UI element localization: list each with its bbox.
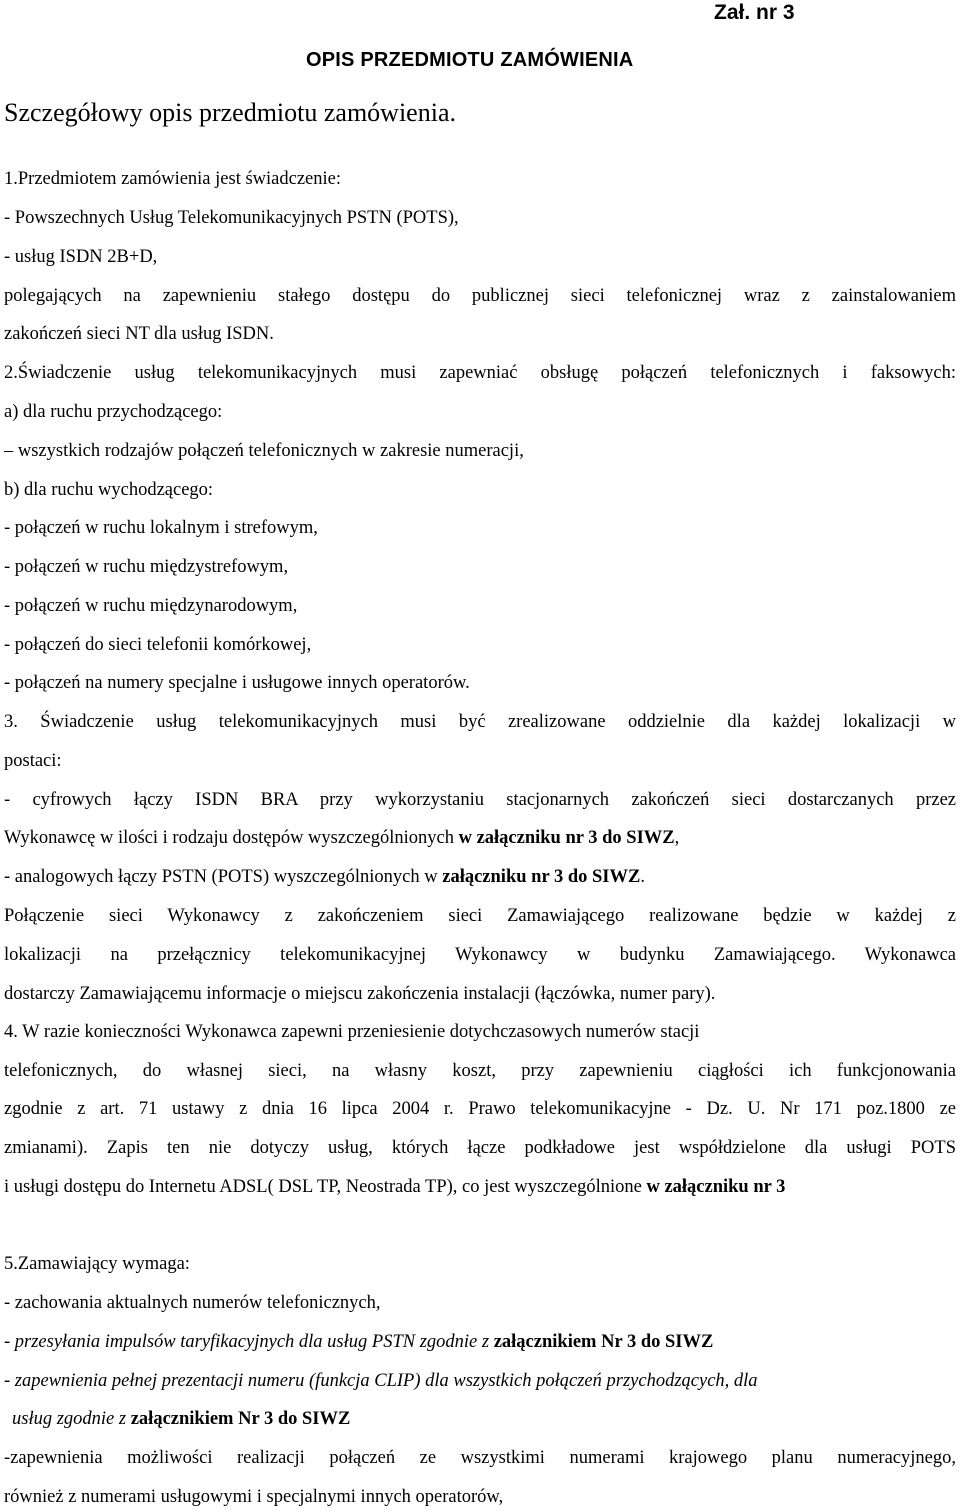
text-run: - analogowych łączy PSTN (POTS) wyszczególnionych w	[4, 867, 443, 887]
attachment-reference: załącznikiem Nr 3 do SIWZ	[130, 1409, 351, 1429]
text-line: Połączenie sieci Wykonawcy z zakończeniem sieci Zamawiającego realizowane będzie w każdej z	[4, 906, 956, 926]
text-line	[12, 1407, 350, 1431]
text-line: b) dla ruchu wychodzącego:	[4, 480, 214, 500]
text-run: ,	[674, 828, 680, 848]
text-line: postaci:	[4, 751, 62, 771]
text-line	[4, 865, 645, 889]
text-run: usług zgodnie z	[12, 1409, 131, 1429]
document-title: OPIS PRZEDMIOTU ZAMÓWIENIA	[306, 49, 634, 71]
text-line: - połączeń do sieci telefonii komórkowej,	[4, 635, 312, 655]
text-line: polegających na zapewnieniu stałego dostępu do publicznej sieci telefonicznej wraz z zainstalowaniem	[4, 286, 956, 306]
text-run: .	[640, 867, 645, 887]
text-line: 4. W razie konieczności Wykonawca zapewni przeniesienie dotychczasowych numerów stacji	[4, 1022, 700, 1042]
text-line	[4, 1175, 785, 1199]
text-line: - połączeń w ruchu międzynarodowym,	[4, 596, 298, 616]
text-line: - zapewnienia pełnej prezentacji numeru (funkcja CLIP) dla wszystkich połączeń przychodzących, dla	[4, 1371, 758, 1391]
text-line: 5.Zamawiający wymaga:	[4, 1254, 190, 1274]
text-line: - zachowania aktualnych numerów telefonicznych,	[4, 1293, 381, 1313]
text-line: - cyfrowych łączy ISDN BRA przy wykorzystaniu stacjonarnych zakończeń sieci dostarczanych przez	[4, 790, 956, 810]
text-line: 3. Świadczenie usług telekomunikacyjnych musi być zrealizowane oddzielnie dla każdej lokalizacji w	[4, 712, 956, 732]
text-line: zakończeń sieci NT dla usług ISDN.	[4, 324, 274, 344]
text-line: 2.Świadczenie usług telekomunikacyjnych musi zapewniać obsługę połączeń telefonicznych i faksowych:	[4, 363, 956, 383]
text-line: telefonicznych, do własnej sieci, na własny koszt, przy zapewnieniu ciągłości ich funkcjonowania	[4, 1061, 956, 1081]
text-line: również z numerami usługowymi i specjalnymi innych operatorów,	[4, 1487, 504, 1507]
text-line: - usług ISDN 2B+D,	[4, 247, 158, 267]
text-line	[4, 1330, 713, 1354]
text-line: - połączeń na numery specjalne i usługowe innych operatorów.	[4, 673, 470, 693]
attachment-reference: załączniku nr 3 do SIWZ	[442, 867, 641, 887]
text-line: - Powszechnych Usług Telekomunikacyjnych PSTN (POTS),	[4, 208, 459, 228]
text-line: 1.Przedmiotem zamówienia jest świadczenie:	[4, 169, 341, 189]
text-line: a) dla ruchu przychodzącego:	[4, 402, 223, 422]
text-line: -zapewnienia możliwości realizacji połączeń ze wszystkimi numerami krajowego planu numeracyjnego,	[4, 1448, 956, 1468]
text-line: zgodnie z art. 71 ustawy z dnia 16 lipca 2004 r. Prawo telekomunikacyjne - Dz. U. Nr 171 poz.1800 ze	[4, 1099, 956, 1119]
text-run: Wykonawcę w ilości i rodzaju dostępów wyszczególnionych	[4, 828, 459, 848]
text-line: - połączeń w ruchu lokalnym i strefowym,	[4, 518, 318, 538]
text-line: dostarczy Zamawiającemu informacje o miejscu zakończenia instalacji (łączówka, numer pary).	[4, 984, 716, 1004]
text-line: zmianami). Zapis ten nie dotyczy usług, których łącze podkładowe jest współdzielone dla usługi POTS	[4, 1138, 956, 1158]
text-line: lokalizacji na przełącznicy telekomunikacyjnej Wykonawcy w budynku Zamawiającego. Wykonawca	[4, 945, 956, 965]
text-line: – wszystkich rodzajów połączeń telefonicznych w zakresie numeracji,	[4, 441, 524, 461]
attachment-reference: w załączniku nr 3	[646, 1177, 786, 1197]
attachment-reference: w załączniku nr 3 do SIWZ	[458, 828, 675, 848]
text-run: i usługi dostępu do Internetu ADSL( DSL TP, Neostrada TP), co jest wyszczególnione	[4, 1177, 647, 1197]
text-run: - przesyłania impulsów taryfikacyjnych dla usług PSTN zgodnie z	[4, 1332, 494, 1352]
text-line: - połączeń w ruchu międzystrefowym,	[4, 557, 289, 577]
attachment-number: Zał. nr 3	[714, 1, 795, 24]
attachment-reference: załącznikiem Nr 3 do SIWZ	[493, 1332, 714, 1352]
section-title: Szczegółowy opis przedmiotu zamówienia.	[4, 98, 456, 127]
text-line	[4, 826, 679, 850]
